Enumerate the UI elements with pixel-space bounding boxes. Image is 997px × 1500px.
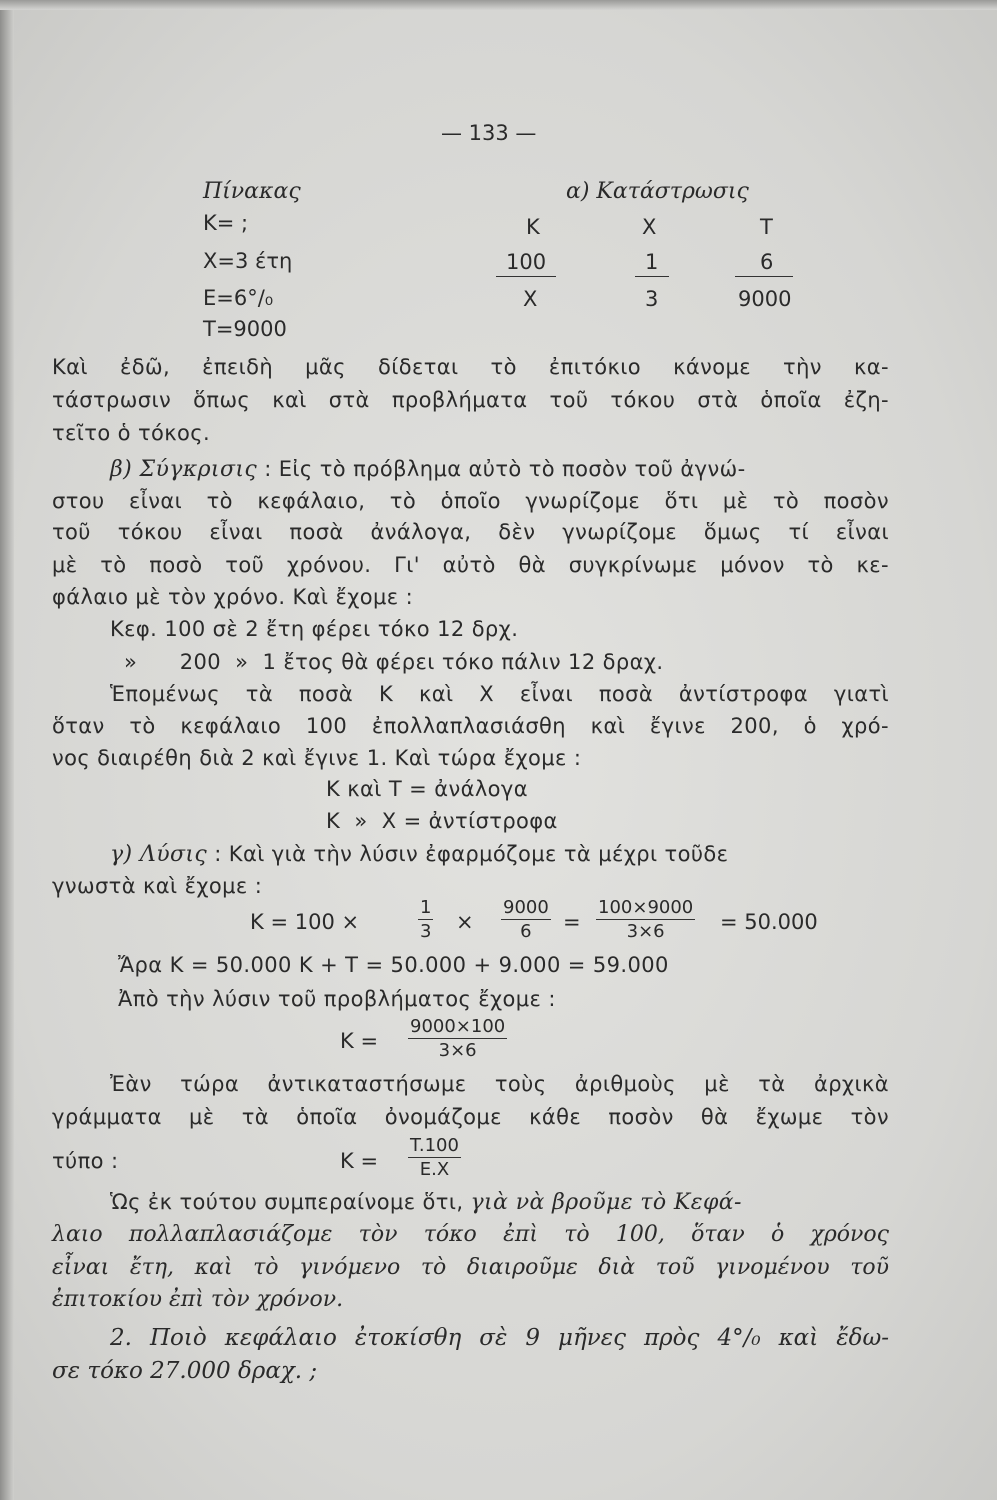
solution-first: : Καὶ γιὰ τὴν λύσιν ἐφαρμόζομε τὰ μέχρι τοῦδε <box>214 842 729 866</box>
eq4-num: T.100 <box>410 1135 459 1156</box>
arrangement-r1-t: 6 <box>760 250 774 274</box>
arrangement-r1-k: 100 <box>506 250 547 274</box>
page-number: — 133 — <box>441 121 537 145</box>
eq1-equals: = <box>563 910 581 934</box>
solution-line2: γνωστὰ καὶ ἔχομε : <box>52 874 263 898</box>
eq1-frac2-num: 9000 <box>503 897 549 918</box>
eq1-frac1-num: 1 <box>420 897 432 918</box>
eq3-frac <box>408 1018 507 1060</box>
eq1-result: = 50.000 <box>720 910 818 934</box>
para1-line2: τάστρωσιν ὅπως καὶ στὰ προβλήματα τοῦ τόκου στὰ ὁποῖα ἐζη- <box>52 388 889 412</box>
arrangement-r2-k: X <box>523 287 538 311</box>
arrangement-r2-x: 3 <box>645 287 659 311</box>
relation-inverse: K » X = ἀντίστροφα <box>326 809 558 833</box>
eq1-frac2-den: 6 <box>520 921 532 942</box>
arrangement-rule-t <box>735 276 793 277</box>
page-top-shadow <box>0 0 997 10</box>
eq2: Ἄρα K = 50.000 K + T = 50.000 + 9.000 = 59.000 <box>118 953 669 977</box>
arrangement-rule-k <box>496 276 556 277</box>
comparison-label: β) Σύγκρισις <box>110 457 258 482</box>
arrangement-r2-t: 9000 <box>738 287 792 311</box>
eq1-frac1-den: 3 <box>420 921 432 942</box>
para3-line2: ὅταν τὸ κεφάλαιο 100 ἐπολλαπλασιάσθη καὶ ἔγινε 200, ὁ χρό- <box>52 714 889 738</box>
kef-line1: Κεφ. 100 σὲ 2 ἔτη φέρει τόκο 12 δρχ. <box>110 617 519 641</box>
arrangement-rule-x <box>635 276 669 277</box>
para5-first-italic: γιὰ νὰ βροῦμε τὸ Κεφά- <box>470 1190 742 1215</box>
para2-line3: τοῦ τόκου εἶναι ποσὰ ἀνάλογα, δὲν γνωρίζομε ὅμως τί εἶναι <box>52 520 889 544</box>
arrangement-header-k: K <box>526 215 540 239</box>
table-row-k: K= ; <box>203 211 249 235</box>
arrangement-header-t: T <box>760 215 773 239</box>
eq3-lhs: K = <box>340 1029 379 1053</box>
page-edge-shadow <box>0 0 14 1500</box>
eq1-frac3 <box>596 899 695 941</box>
arrangement-r1-x: 1 <box>645 250 659 274</box>
relation-proportional: K καὶ T = ἀνάλογα <box>326 777 528 801</box>
para2-line2: στου εἶναι τὸ κεφάλαιο, τὸ ὁποῖο γνωρίζομε ὅτι μὲ τὸ ποσὸν <box>52 489 889 513</box>
para4-line2: γράμματα μὲ τὰ ὁποῖα ὀνομάζομε κάθε ποσὸν θὰ ἔχωμε τὸν <box>52 1105 889 1129</box>
eq4-frac <box>408 1137 461 1179</box>
eq3-num: 9000×100 <box>410 1016 506 1037</box>
para2-line4: μὲ τὸ ποσὸ τοῦ χρόνου. Γι' αὐτὸ θὰ συγκρίνωμε μόνον τὸ κε- <box>52 553 889 577</box>
eq4-lhs: K = <box>340 1149 379 1173</box>
eq1-frac2 <box>501 899 551 941</box>
eq1-times: × <box>456 910 474 934</box>
eq1-lhs: K = 100 × <box>250 910 360 934</box>
para2-first: : Εἰς τὸ πρόβλημα αὐτὸ τὸ ποσὸν τοῦ ἀγνώ- <box>264 457 746 481</box>
eq3-den: 3×6 <box>438 1040 477 1061</box>
para3-line1: Ἑπομένως τὰ ποσὰ Κ καὶ Χ εἶναι ποσὰ ἀντίστροφα γιατὶ <box>110 682 889 706</box>
eq4-den: E.X <box>419 1159 450 1180</box>
table-row-t: T=9000 <box>203 317 287 341</box>
table-row-e: E=6°/₀ <box>203 286 274 310</box>
para5-line2: λαιο πολλαπλασιάζομε τὸν τόκο ἐπὶ τὸ 100, ὅταν ὁ χρόνος <box>52 1222 889 1247</box>
arrangement-header-x: X <box>642 215 657 239</box>
para5-line3: εἶναι ἔτη, καὶ τὸ γινόμενο τὸ διαιροῦμε διὰ τοῦ γινομένου τοῦ <box>52 1255 889 1280</box>
kef-line2: » 200 » 1 ἔτος θὰ φέρει τόκο πάλιν 12 δραχ. <box>124 650 664 674</box>
para5-first-plain: Ὡς ἐκ τούτου συμπεραίνομε ὅτι, <box>110 1190 464 1214</box>
para3-line3: νος διαιρέθη διὰ 2 καὶ ἔγινε 1. Καὶ τώρα ἔχομε : <box>52 746 582 770</box>
eq1-frac3-den: 3×6 <box>626 921 665 942</box>
problem2-line1: 2. Ποιὸ κεφάλαιο ἐτοκίσθη σὲ 9 μῆνες πρὸς 4°/₀ καὶ ἔδω- <box>110 1325 889 1351</box>
para4-line1: Ἐὰν τώρα ἀντικαταστήσωμε τοὺς ἀριθμοὺς μὲ τὰ ἀρχικὰ <box>110 1072 889 1096</box>
problem2-line2: σε τόκο 27.000 δραχ. ; <box>52 1358 318 1384</box>
para1-line3: τεῖτο ὁ τόκος. <box>52 421 211 445</box>
arrangement-title: α) Κατάστρωσις <box>566 179 749 204</box>
from-solution: Ἀπὸ τὴν λύσιν τοῦ προβλήματος ἔχομε : <box>118 987 556 1011</box>
eq1-frac3-num: 100×9000 <box>598 897 694 918</box>
table-row-x: X=3 έτη <box>203 249 293 273</box>
para2-line5: φάλαιο μὲ τὸν χρόνο. Καὶ ἔχομε : <box>52 585 414 609</box>
table-title: Πίνακας <box>203 179 301 204</box>
typo-label: τύπο : <box>52 1149 119 1173</box>
eq1-frac1 <box>418 899 433 941</box>
para5-line4: ἐπιτοκίου ἐπὶ τὸν χρόνον. <box>52 1287 344 1312</box>
solution-label: γ) Λύσις <box>110 842 208 867</box>
para5-line1 <box>110 1192 742 1214</box>
solution-line1 <box>110 844 728 866</box>
para1-line1: Καὶ ἐδῶ, ἐπειδὴ μᾶς δίδεται τὸ ἐπιτόκιο κάνομε τὴν κα- <box>52 355 889 379</box>
para2-line1 <box>110 459 746 481</box>
